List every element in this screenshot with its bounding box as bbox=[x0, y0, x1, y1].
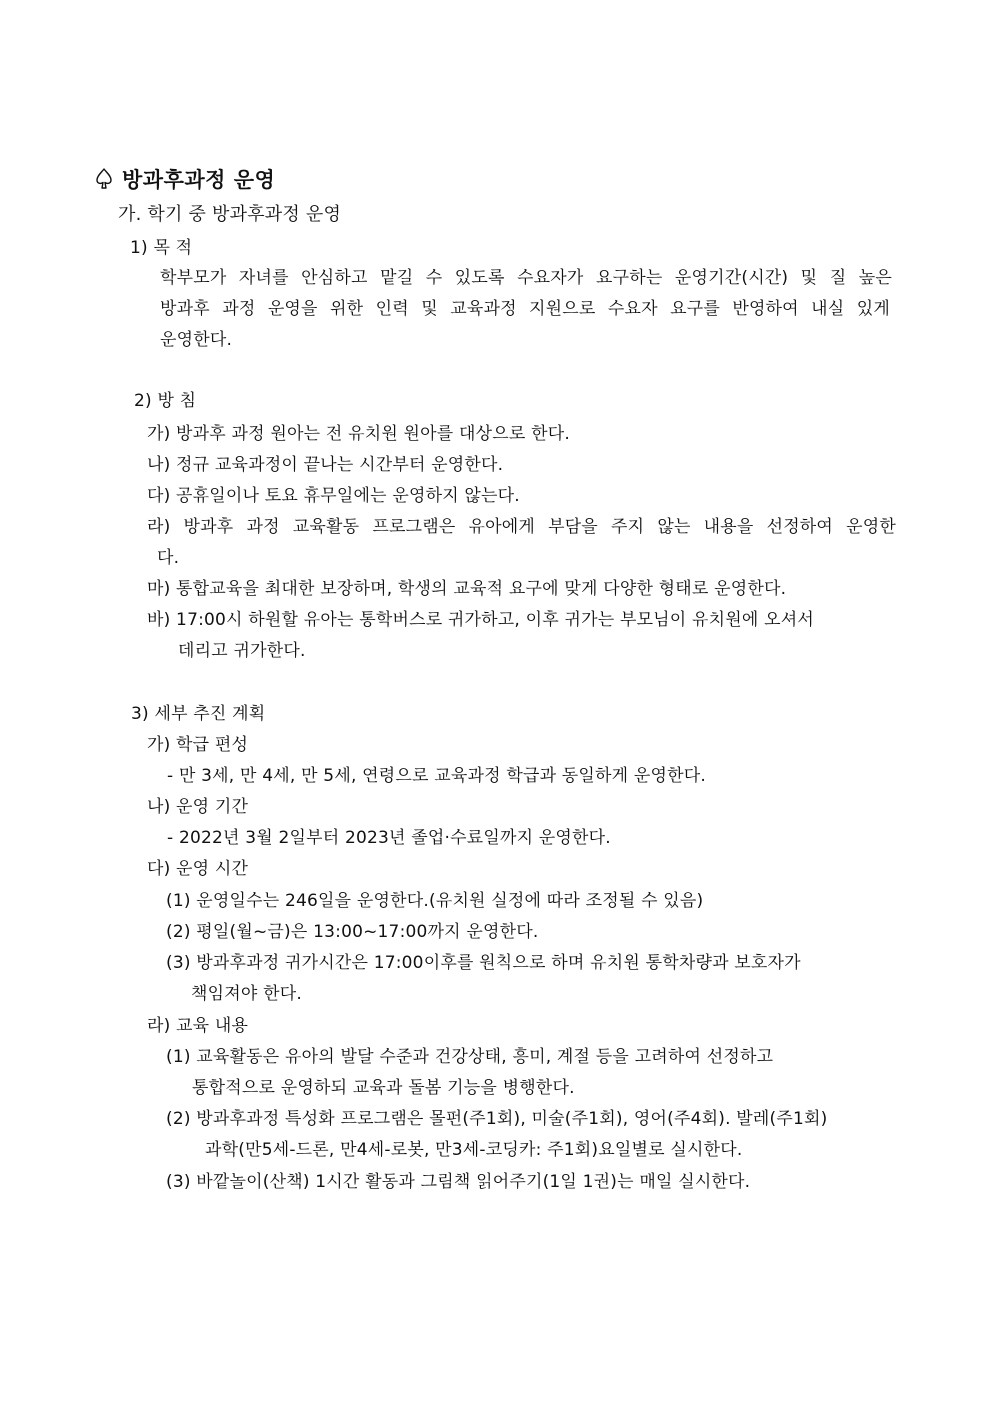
period-heading: 나) 운영 기간 bbox=[147, 797, 249, 817]
purpose-heading: 1) 목 적 bbox=[130, 238, 193, 258]
content-heading: 라) 교육 내용 bbox=[147, 1016, 249, 1036]
time-item: (2) 평일(월~금)은 13:00~17:00까지 운영한다. bbox=[166, 922, 539, 942]
section-title-text: 방과후과정 운영 bbox=[122, 168, 276, 192]
spade-outline-icon bbox=[96, 168, 112, 190]
time-item: (3) 방과후과정 귀가시간은 17:00이후를 원칙으로 하며 유치원 통학차량과 보호자가 bbox=[166, 953, 801, 973]
class-text: - 만 3세, 만 4세, 만 5세, 연령으로 교육과정 학급과 동일하게 운영한다. bbox=[167, 766, 706, 786]
purpose-line: 방과후 과정 운영을 위한 인력 및 교육과정 지원으로 수요자 요구를 반영하여 내실 있게 bbox=[160, 299, 890, 319]
time-item: (1) 운영일수는 246일을 운영한다.(유치원 실정에 따라 조정될 수 있음) bbox=[166, 891, 704, 911]
subsection-heading: 가. 학기 중 방과후과정 운영 bbox=[118, 204, 342, 225]
class-heading: 가) 학급 편성 bbox=[147, 735, 249, 755]
time-item-continued: 책임져야 한다. bbox=[191, 984, 302, 1004]
policy-item: 나) 정규 교육과정이 끝나는 시간부터 운영한다. bbox=[147, 455, 504, 475]
plan-heading: 3) 세부 추진 계획 bbox=[131, 704, 266, 724]
content-item: (1) 교육활동은 유아의 발달 수준과 건강상태, 흥미, 계절 등을 고려하여 선정하고 bbox=[166, 1047, 774, 1067]
section-title bbox=[96, 167, 275, 193]
policy-heading: 2) 방 침 bbox=[134, 391, 197, 411]
policy-item-continued: 다. bbox=[157, 548, 180, 568]
policy-item: 가) 방과후 과정 원아는 전 유치원 원아를 대상으로 한다. bbox=[147, 424, 570, 444]
policy-item: 바) 17:00시 하원할 유아는 통학버스로 귀가하고, 이후 귀가는 부모님이 유치원에 오셔서 bbox=[147, 610, 814, 630]
purpose-line: 학부모가 자녀를 안심하고 맡길 수 있도록 수요자가 요구하는 운영기간(시간) 및 질 높은 bbox=[160, 268, 892, 288]
policy-item: 마) 통합교육을 최대한 보장하며, 학생의 교육적 요구에 맞게 다양한 형태로 운영한다. bbox=[147, 579, 787, 599]
content-item-continued: 통합적으로 운영하되 교육과 돌봄 기능을 병행한다. bbox=[192, 1078, 575, 1098]
policy-item: 다) 공휴일이나 토요 휴무일에는 운영하지 않는다. bbox=[147, 486, 520, 506]
content-item: (3) 바깥놀이(산책) 1시간 활동과 그림책 읽어주기(1일 1권)는 매일 실시한다. bbox=[166, 1172, 751, 1192]
time-heading: 다) 운영 시간 bbox=[147, 859, 249, 879]
content-item: (2) 방과후과정 특성화 프로그램은 몰펀(주1회), 미술(주1회), 영어(주4회). 발레(주1회) bbox=[166, 1109, 828, 1129]
period-text: - 2022년 3월 2일부터 2023년 졸업·수료일까지 운영한다. bbox=[167, 828, 611, 848]
policy-item-continued: 데리고 귀가한다. bbox=[178, 641, 306, 661]
content-item-continued: 과학(만5세-드론, 만4세-로봇, 만3세-코딩카: 주1회)요일별로 실시한다. bbox=[205, 1140, 743, 1160]
policy-item: 라) 방과후 과정 교육활동 프로그램은 유아에게 부담을 주지 않는 내용을 선정하여 운영한 bbox=[147, 517, 896, 537]
purpose-line: 운영한다. bbox=[160, 330, 233, 350]
